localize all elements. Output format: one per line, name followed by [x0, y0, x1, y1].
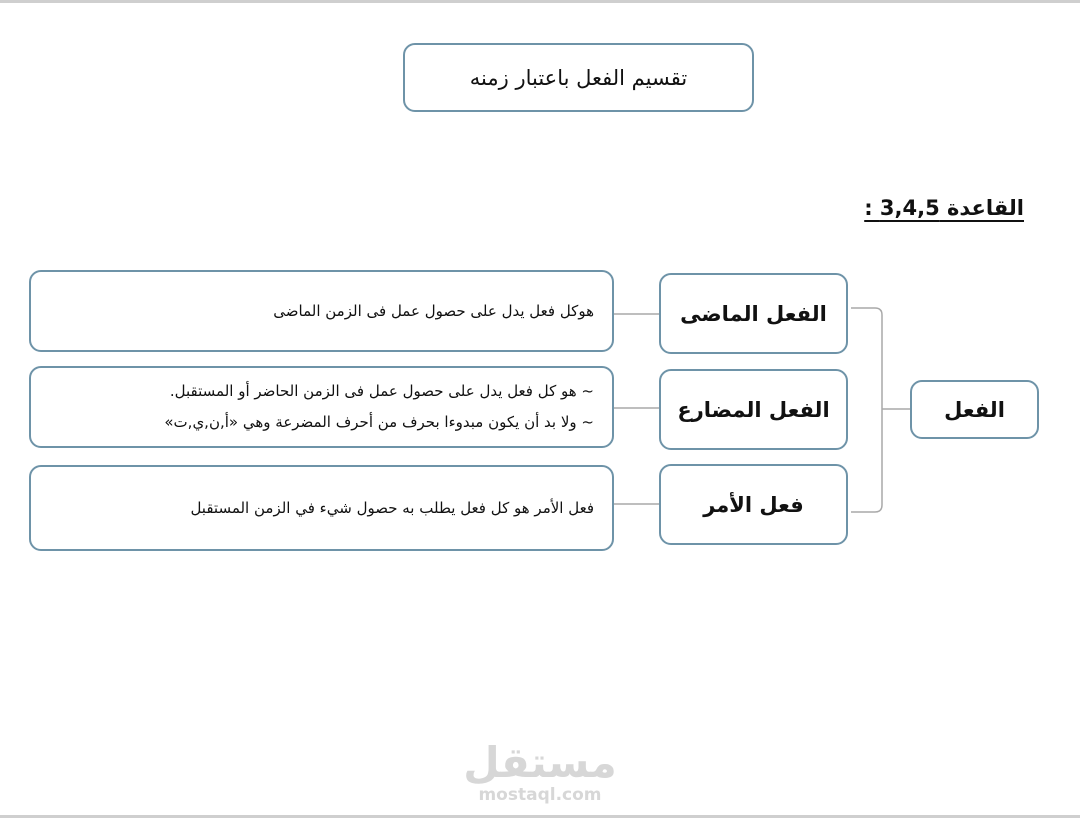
watermark-arabic: مستقل [463, 738, 617, 787]
bottom-border [0, 815, 1080, 818]
watermark-latin: mostaql.com [478, 785, 602, 805]
verb-past [659, 273, 848, 354]
definition-past-text: هوكل فعل يدل على حصول عمل فى الزمن الماضى [273, 301, 594, 320]
definition-present-line-1: ~ هو كل فعل يدل على حصول عمل فى الزمن الحاضر أو المستقبل. [169, 382, 594, 400]
verb-imperative [659, 464, 848, 545]
definition-imperative-text: فعل الأمر هو كل فعل يطلب به حصول شيء في الزمن المستقبل [190, 498, 594, 517]
verb-present [659, 369, 848, 450]
definition-imperative [29, 465, 614, 551]
verb-past-label: الفعل الماضى [680, 301, 827, 326]
verb-imperative-label: فعل الأمر [703, 492, 804, 517]
root-node-label: الفعل [944, 397, 1005, 422]
definition-present [29, 366, 614, 448]
definition-present-line-2: ~ ولا بد أن يكون مبدوءا بحرف من أحرف المضرعة وهي «أ,ن,ي,ت» [164, 413, 594, 431]
verb-present-label: الفعل المضارع [677, 397, 830, 422]
bracket [851, 308, 882, 512]
definition-past [29, 270, 614, 352]
root-node [910, 380, 1039, 439]
watermark [440, 740, 640, 804]
rule-heading: القاعدة 3,4,5 : [864, 196, 1024, 220]
diagram-title-text: تقسيم الفعل باعتبار زمنه [469, 65, 688, 90]
